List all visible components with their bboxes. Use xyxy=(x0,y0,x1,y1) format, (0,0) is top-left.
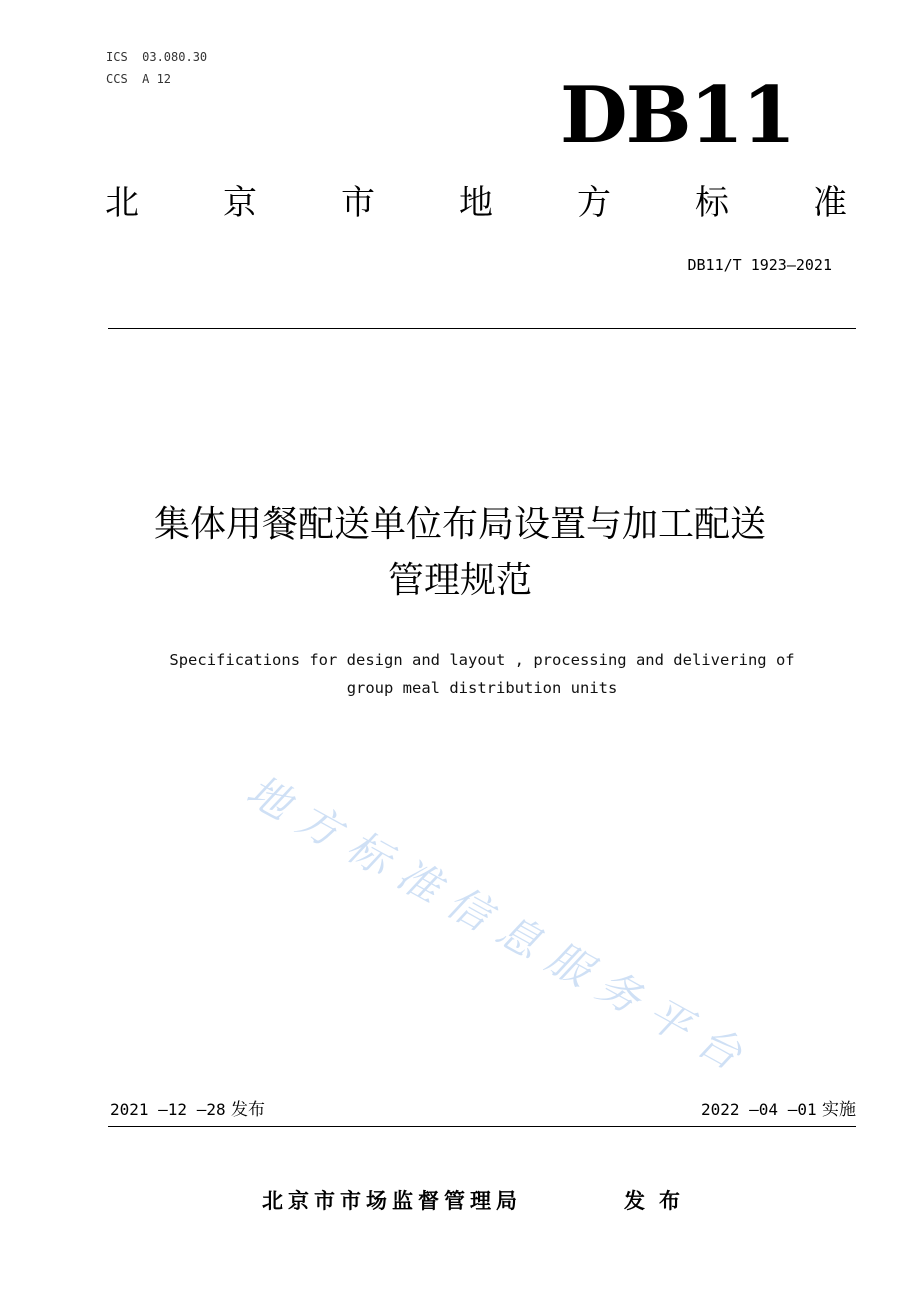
watermark-char: 准 xyxy=(388,849,450,913)
implementation-label: 实施 xyxy=(822,1100,856,1120)
publish-label: 发布 xyxy=(624,1189,694,1213)
standard-type xyxy=(100,178,852,228)
implementation-date xyxy=(701,1098,856,1122)
watermark-char: 务 xyxy=(588,960,650,1024)
ics-code: ICS 03.080.30 xyxy=(106,50,208,64)
issue-date-value: 2021 —12 —28 xyxy=(110,1100,226,1119)
watermark xyxy=(236,760,756,1080)
issue-date xyxy=(110,1098,265,1122)
ccs-code: CCS A 12 xyxy=(106,72,172,86)
watermark-char: 平 xyxy=(638,987,700,1052)
standard-type-char: 地 xyxy=(459,183,493,223)
standard-type-char: 市 xyxy=(341,183,375,223)
standard-number: DB11/T 1923—2021 xyxy=(687,256,832,274)
standard-type-char: 准 xyxy=(813,183,847,223)
top-divider xyxy=(108,328,856,329)
standard-type-char: 方 xyxy=(577,183,611,223)
chinese-title-line-1: 集体用餐配送单位布局设置与加工配送 xyxy=(153,504,766,545)
implementation-date-value: 2022 —04 —01 xyxy=(701,1100,817,1119)
watermark-char: 方 xyxy=(288,793,350,857)
publisher-name: 北京市市场监督管理局 xyxy=(262,1189,522,1213)
watermark-char: 地 xyxy=(238,765,300,829)
watermark-char: 服 xyxy=(538,932,600,996)
issue-label: 发布 xyxy=(231,1100,265,1120)
db11-logo: DB11 xyxy=(560,70,795,161)
bottom-divider xyxy=(108,1126,856,1127)
standard-type-char: 京 xyxy=(223,183,257,223)
watermark-char: 标 xyxy=(338,821,400,885)
english-title-line-2: group meal distribution units xyxy=(346,679,618,697)
standard-type-char: 北 xyxy=(105,183,139,223)
chinese-title-line-2: 管理规范 xyxy=(387,560,532,601)
standard-type-char: 标 xyxy=(695,183,729,223)
english-title-line-1: Specifications for design and layout , processing and delivering of xyxy=(169,651,795,669)
watermark-char: 信 xyxy=(438,876,500,941)
watermark-char: 台 xyxy=(688,1015,750,1079)
watermark-char: 息 xyxy=(488,904,550,968)
classification-codes xyxy=(106,46,207,90)
